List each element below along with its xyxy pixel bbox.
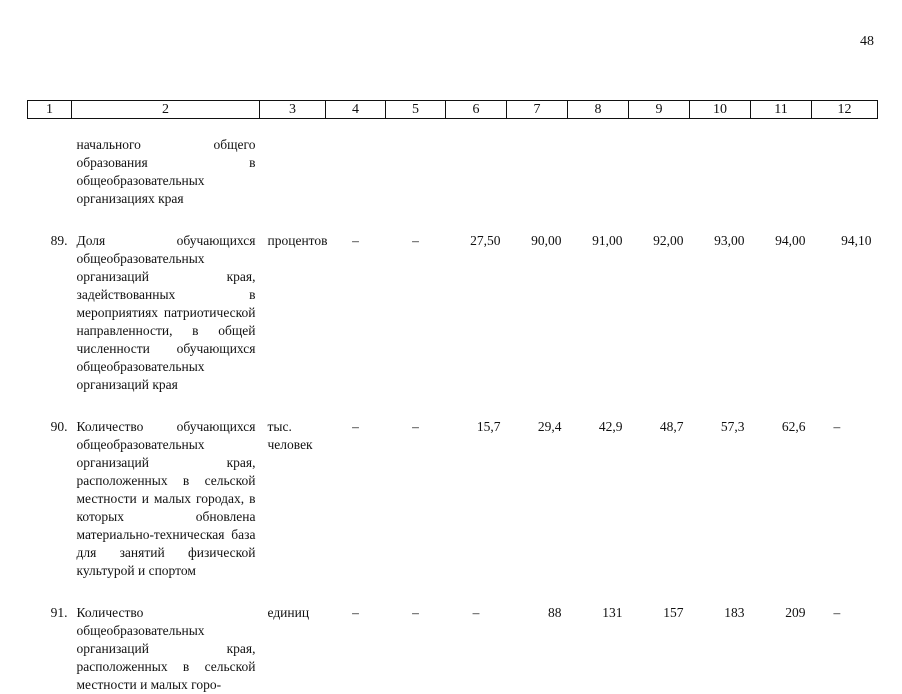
table-row — [28, 232, 878, 418]
header-cell-3: 3 — [260, 101, 326, 119]
header-cell-12: 12 — [812, 101, 878, 119]
table-row-continuation — [28, 119, 878, 233]
header-cell-2: 2 — [72, 101, 260, 119]
indicator-name: Количество обучающихся общеобразовательных организаций края, расположенных в сельской местности и малых городах, в которых обновлена материально-техническая база для занятий физической культурой и спортом — [76, 419, 256, 578]
header-row — [28, 101, 878, 119]
header-cell-5: 5 — [386, 101, 446, 119]
header-cell-10: 10 — [690, 101, 751, 119]
value-cell: – — [412, 233, 419, 248]
value-cell: 94,10 — [841, 233, 872, 248]
value-cell: 91,00 — [592, 233, 623, 248]
header-cell-9: 9 — [629, 101, 690, 119]
row-number: 89. — [50, 233, 68, 248]
value-cell: 27,50 — [470, 233, 501, 248]
value-cell: 183 — [724, 605, 745, 620]
value-cell: 131 — [602, 605, 623, 620]
unit-of-measure: единиц — [267, 605, 310, 620]
value-cell: – — [352, 605, 359, 620]
header-cell-1: 1 — [28, 101, 72, 119]
header-cell-4: 4 — [326, 101, 386, 119]
indicator-name: Количество общеобразовательных организаций края, расположенных в сельской местности и малых горо- — [76, 605, 256, 692]
table-row — [28, 418, 878, 604]
header-cell-11: 11 — [751, 101, 812, 119]
row-number: 91. — [50, 605, 68, 620]
value-cell: 90,00 — [531, 233, 562, 248]
value-cell: – — [833, 419, 841, 434]
value-cell: – — [412, 419, 419, 434]
value-cell: 93,00 — [714, 233, 745, 248]
value-cell: – — [472, 605, 480, 620]
unit-of-measure: процентов — [267, 233, 328, 248]
indicator-name: Доля обучающихся общеобразовательных организаций края, задействованных в мероприятиях патриотической направленности, в общей численности обучающихся общеобразовательных организаций края — [76, 233, 256, 392]
indicator-name: начального общего образования в общеобразовательных организациях края — [76, 137, 256, 206]
value-cell: 48,7 — [659, 419, 684, 434]
row-number: 90. — [50, 419, 68, 434]
value-cell: – — [352, 419, 359, 434]
value-cell: – — [833, 605, 841, 620]
value-cell: 94,00 — [775, 233, 806, 248]
indicators-table — [27, 100, 878, 694]
value-cell: 209 — [785, 605, 806, 620]
value-cell: 15,7 — [476, 419, 501, 434]
value-cell: 157 — [663, 605, 684, 620]
unit-of-measure: тыс. человек — [267, 419, 313, 452]
value-cell: 29,4 — [537, 419, 562, 434]
page-number: 48 — [860, 34, 874, 49]
value-cell: 42,9 — [598, 419, 623, 434]
value-cell: – — [352, 233, 359, 248]
value-cell: 92,00 — [653, 233, 684, 248]
header-cell-7: 7 — [507, 101, 568, 119]
header-cell-6: 6 — [446, 101, 507, 119]
value-cell: 88 — [548, 605, 562, 620]
header-cell-8: 8 — [568, 101, 629, 119]
value-cell: 57,3 — [720, 419, 745, 434]
value-cell: 62,6 — [781, 419, 806, 434]
row-number — [28, 119, 72, 233]
value-cell: – — [412, 605, 419, 620]
table-row — [28, 604, 878, 694]
